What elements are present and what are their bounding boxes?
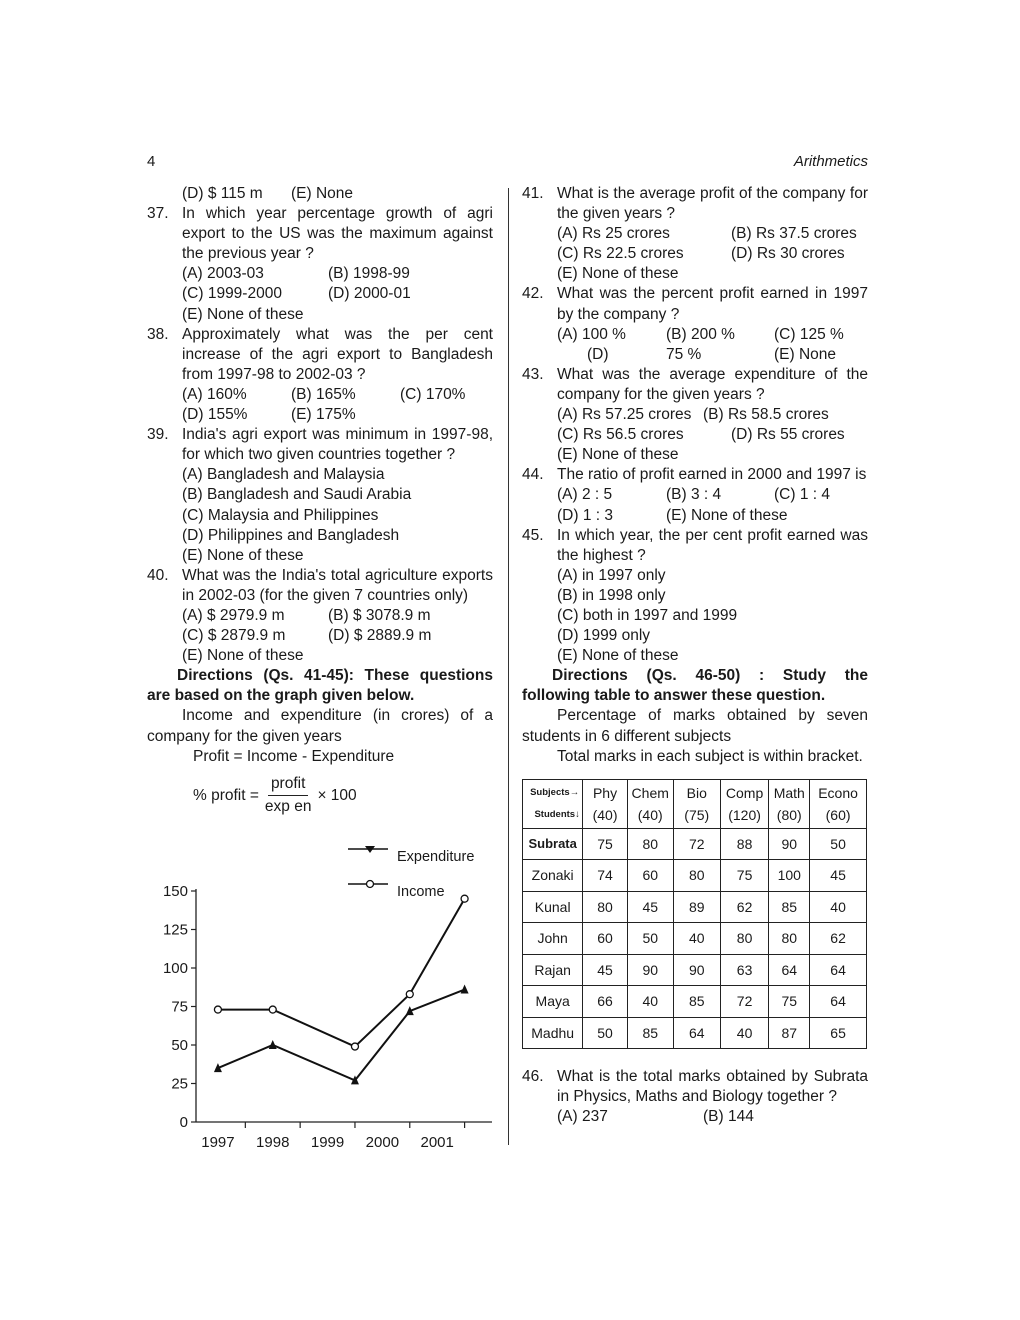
table-row	[523, 986, 867, 1018]
question-text: The ratio of profit earned in 2000 and 1997 is	[557, 466, 867, 484]
marks-cell: 45	[627, 891, 673, 923]
question-37	[147, 204, 493, 325]
option: (D) $ 115 m	[182, 185, 263, 202]
option: (E) None	[774, 345, 837, 363]
student-name-cell: Madhu	[523, 1017, 583, 1049]
subject-name: Econo	[818, 784, 858, 801]
profit-formula: Profit = Income - Expenditure	[193, 747, 395, 765]
option: (D) 155%	[182, 406, 248, 424]
marks-cell: 45	[810, 860, 867, 892]
option: (E) None	[291, 185, 354, 202]
marks-cell: 74	[583, 860, 627, 892]
marks-cell: 80	[720, 923, 769, 955]
option: (E) None of these	[182, 647, 304, 665]
marks-cell: 85	[673, 986, 720, 1018]
option: (C) 1 : 4	[774, 486, 830, 504]
income-point	[406, 991, 413, 998]
question-45	[522, 526, 868, 667]
question-number: 46.	[522, 1068, 544, 1086]
option: (E) None of these	[666, 506, 788, 524]
percent-profit-formula	[147, 773, 493, 819]
series-line-income	[218, 899, 465, 1047]
question-text: In which year, the per cent profit earned was the highest ?	[557, 526, 868, 564]
page-number: 4	[147, 153, 156, 170]
income-point	[351, 1043, 358, 1050]
option: (E) None of these	[557, 265, 679, 283]
option: (D) $ 2889.9 m	[328, 627, 432, 645]
marks-cell: 100	[769, 860, 810, 892]
option: (D)	[587, 345, 609, 363]
option: (B) 200 %	[666, 325, 735, 343]
option: (A) 2003-03	[182, 265, 264, 283]
question-42	[522, 284, 868, 364]
option: (E) None of these	[557, 446, 679, 464]
marks-cell: 63	[720, 954, 769, 986]
subject-header	[810, 779, 867, 828]
subject-max-marks: (120)	[728, 806, 761, 823]
question-number: 43.	[522, 365, 544, 383]
question-text: Approximately what was the per cent increase of the agri export to Bangladesh from 1997-98 to 2002-03 ?	[182, 325, 493, 383]
marks-cell: 72	[673, 828, 720, 860]
x-tick-label: 1998	[256, 1134, 290, 1151]
marks-cell: 62	[810, 923, 867, 955]
marks-cell: 75	[720, 860, 769, 892]
question-text: India's agri export was minimum in 1997-98, for which two given countries together ?	[182, 426, 493, 464]
option: (B) 165%	[291, 385, 356, 403]
question-46	[522, 1067, 868, 1127]
question-40	[147, 566, 493, 666]
graph-intro: Income and expenditure (in crores) of a company for the given years	[147, 707, 493, 745]
option: (D) 2000-01	[328, 285, 411, 303]
expenditure-point	[269, 1040, 277, 1049]
table-corner-cell	[523, 779, 583, 828]
subject-header	[673, 779, 720, 828]
subject-header	[583, 779, 627, 828]
marks-cell: 65	[810, 1017, 867, 1049]
option: (A) Rs 57.25 crores	[557, 406, 692, 424]
marks-cell: 50	[627, 923, 673, 955]
table-header-row	[523, 779, 867, 828]
question-43	[522, 365, 868, 465]
y-tick-label: 125	[162, 921, 188, 939]
income-point	[269, 1006, 276, 1013]
marks-cell: 80	[769, 923, 810, 955]
marks-cell: 89	[673, 891, 720, 923]
option: (C) $ 2879.9 m	[182, 627, 286, 645]
marks-cell: 64	[673, 1017, 720, 1049]
option: (A) 237	[557, 1108, 608, 1126]
option-value: 75 %	[666, 345, 702, 363]
y-tick-label: 0	[179, 1114, 188, 1131]
income-expenditure-chart	[140, 830, 510, 1160]
marks-cell: 60	[583, 923, 627, 955]
y-tick-label: 50	[171, 1037, 188, 1054]
table-row	[523, 891, 867, 923]
income-point	[461, 895, 468, 902]
option: (A) 160%	[182, 385, 247, 403]
subject-name: Comp	[725, 784, 764, 801]
subject-header	[769, 779, 810, 828]
question-number: 37.	[147, 205, 169, 223]
question-number: 40.	[147, 566, 169, 584]
marks-cell: 45	[583, 954, 627, 986]
directions-46-50: Directions (Qs. 46-50) : Study the following table to answer these question.	[522, 667, 868, 705]
formula-denominator: exp en	[264, 798, 312, 816]
option: (B) 144	[703, 1108, 754, 1126]
x-tick-label: 2001	[420, 1134, 454, 1151]
question-number: 41.	[522, 185, 544, 202]
marks-cell: 64	[810, 986, 867, 1018]
option: (A) 2 : 5	[557, 486, 613, 504]
option: (A) $ 2979.9 m	[182, 606, 285, 624]
marks-cell: 62	[720, 891, 769, 923]
option: (C) Rs 22.5 crores	[557, 245, 684, 263]
subject-name: Chem	[631, 784, 669, 801]
table-row	[523, 828, 867, 860]
question-number: 39.	[147, 426, 169, 444]
option: (B) $ 3078.9 m	[328, 606, 431, 624]
option: (C) Malaysia and Philippines	[182, 506, 379, 524]
student-name-cell: Subrata	[523, 828, 583, 860]
option: (C) Rs 56.5 crores	[557, 426, 684, 444]
legend-label: Income	[397, 884, 445, 900]
option: (B) Rs 58.5 crores	[703, 406, 829, 424]
marks-cell: 40	[673, 923, 720, 955]
marks-cell: 64	[810, 954, 867, 986]
question-38	[147, 325, 493, 425]
question-text: In which year percentage growth of agri export to the US was the maximum against the previous year ?	[182, 205, 493, 263]
question-number: 38.	[147, 325, 169, 343]
option: (D) Rs 55 crores	[731, 426, 845, 444]
marks-table	[522, 779, 867, 1050]
question-text: What is the total marks obtained by Subrata in Physics, Maths and Biology together ?	[557, 1068, 868, 1106]
running-title: Arithmetics	[793, 153, 868, 170]
formula-numerator: profit	[268, 775, 308, 796]
marks-cell: 72	[720, 986, 769, 1018]
option: (A) Rs 25 crores	[557, 225, 670, 243]
student-name-cell: Rajan	[523, 954, 583, 986]
table-row	[523, 923, 867, 955]
legend-marker-income	[367, 881, 374, 888]
option: (D) 1999 only	[557, 627, 651, 645]
option: (C) 170%	[400, 385, 466, 403]
income-point	[214, 1006, 221, 1013]
option: (A) Bangladesh and Malaysia	[182, 466, 385, 484]
subject-max-marks: (80)	[776, 806, 802, 823]
marks-cell: 90	[673, 954, 720, 986]
student-name-cell: Maya	[523, 986, 583, 1018]
formula-suffix: × 100	[317, 786, 357, 804]
student-name-cell: Zonaki	[523, 860, 583, 892]
corner-subjects-label: Subjects→	[530, 786, 580, 798]
directions-41-45: Directions (Qs. 41-45): These questions are based on the graph given below.	[147, 667, 493, 705]
subject-max-marks: (60)	[825, 806, 851, 823]
table-row	[523, 1017, 867, 1049]
option: (B) 3 : 4	[666, 486, 722, 504]
marks-cell: 66	[583, 986, 627, 1018]
x-tick-label: 2000	[365, 1134, 400, 1151]
marks-cell: 60	[627, 860, 673, 892]
marks-cell: 80	[673, 860, 720, 892]
subject-header	[627, 779, 673, 828]
subject-name: Bio	[686, 784, 707, 801]
subject-max-marks: (40)	[592, 806, 618, 823]
question-text: What was the India's total agriculture exports in 2002-03 (for the given 7 countries only)	[182, 566, 493, 604]
student-name-cell: Kunal	[523, 891, 583, 923]
y-tick-label: 25	[171, 1075, 188, 1093]
question-number: 44.	[522, 466, 544, 484]
y-tick-label: 100	[162, 960, 188, 977]
subject-name: Phy	[592, 784, 618, 801]
marks-cell: 80	[583, 891, 627, 923]
option: (C) 1999-2000	[182, 285, 282, 303]
question-44	[522, 465, 868, 525]
q36-options-tail	[147, 184, 493, 204]
marks-cell: 85	[769, 891, 810, 923]
marks-cell: 90	[627, 954, 673, 986]
y-tick-label: 150	[162, 883, 188, 900]
question-39	[147, 425, 493, 566]
table-intro: Percentage of marks obtained by seven students in 6 different subjects	[522, 707, 868, 745]
subject-max-marks: (40)	[637, 806, 663, 823]
subject-header	[720, 779, 769, 828]
question-number: 45.	[522, 526, 544, 544]
subject-max-marks: (75)	[684, 806, 710, 823]
option: (E) 175%	[291, 406, 356, 424]
question-text: What was the average expenditure of the company for the given years ?	[557, 365, 868, 403]
x-tick-label: 1997	[201, 1134, 235, 1151]
right-column	[522, 184, 868, 1128]
question-41	[522, 184, 868, 284]
marks-cell: 64	[769, 954, 810, 986]
marks-cell: 50	[810, 828, 867, 860]
formula-fraction	[265, 775, 312, 816]
option: (E) None of these	[182, 305, 304, 323]
option: (B) in 1998 only	[557, 586, 666, 604]
marks-cell: 88	[720, 828, 769, 860]
marks-cell: 40	[627, 986, 673, 1018]
option: (D) Philippines and Bangladesh	[182, 526, 400, 544]
option: (B) Rs 37.5 crores	[731, 225, 857, 243]
table-note: Total marks in each subject is within bracket.	[557, 747, 863, 765]
left-column	[147, 184, 493, 819]
expenditure-point	[461, 985, 469, 994]
marks-cell: 40	[810, 891, 867, 923]
option: (C) 125 %	[774, 325, 844, 343]
question-text: What was the percent profit earned in 1997 by the company ?	[557, 285, 868, 323]
option: (D) Rs 30 crores	[731, 245, 845, 263]
student-name-cell: John	[523, 923, 583, 955]
legend-label: Expenditure	[397, 849, 475, 865]
subject-name: Math	[773, 784, 805, 801]
marks-cell: 85	[627, 1017, 673, 1049]
marks-cell: 50	[583, 1017, 627, 1049]
option: (E) None of these	[182, 546, 304, 564]
option: (A) 100 %	[557, 325, 626, 343]
table-row	[523, 860, 867, 892]
option: (A) in 1997 only	[557, 566, 666, 584]
option: (C) both in 1997 and 1999	[557, 606, 738, 624]
formula-prefix: % profit =	[193, 786, 259, 804]
option: (D) 1 : 3	[557, 506, 613, 524]
marks-cell: 90	[769, 828, 810, 860]
option: (B) 1998-99	[328, 265, 410, 283]
question-number: 42.	[522, 285, 544, 303]
marks-cell: 80	[627, 828, 673, 860]
option: (E) None of these	[557, 647, 679, 665]
marks-cell: 75	[769, 986, 810, 1018]
marks-cell: 75	[583, 828, 627, 860]
y-tick-label: 75	[171, 998, 188, 1016]
table-row	[523, 954, 867, 986]
option: (B) Bangladesh and Saudi Arabia	[182, 486, 412, 504]
series-line-expenditure	[218, 990, 465, 1081]
corner-students-label: Students↓	[534, 808, 580, 820]
marks-cell: 87	[769, 1017, 810, 1049]
x-tick-label: 1999	[310, 1134, 345, 1151]
question-text: What is the average profit of the company for the given years ?	[557, 185, 868, 223]
marks-cell: 40	[720, 1017, 769, 1049]
